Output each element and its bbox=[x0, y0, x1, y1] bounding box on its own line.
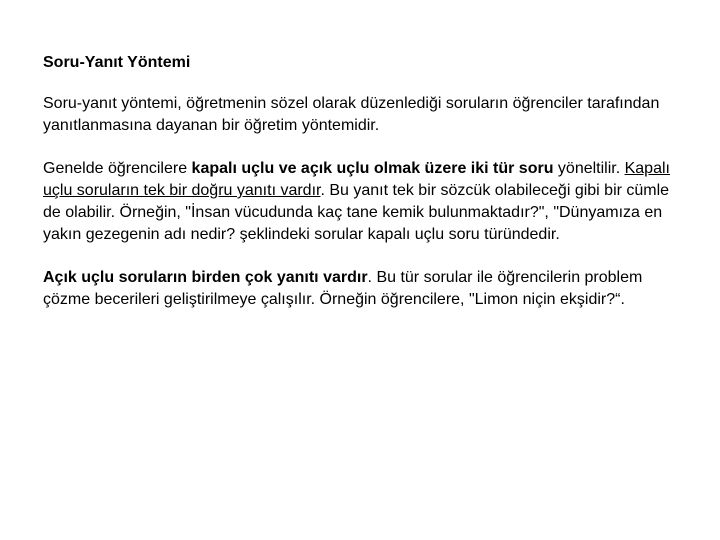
bold-phrase: kapalı uçlu ve açık uçlu olmak üzere iki tür soru bbox=[191, 160, 554, 177]
paragraph-text: yöneltilir. bbox=[553, 160, 625, 177]
paragraph-text: . Bu yanıt tek bir sözcük olabileceği gibi bir cümle de olabilir. Örneğin, "İnsan vücudunda kaç tane kemik bulunmaktadır?", "Dünyamıza en yakın gezegenin adı nedir? şeklindeki sorular kapalı uçlu soru türündedir. bbox=[43, 182, 670, 243]
paragraph-definition: Soru-yanıt yöntemi, öğretmenin sözel olarak düzenlediği soruların öğrenciler tarafından yanıtlanmasına dayanan bir öğretim yöntemidir. bbox=[43, 95, 660, 134]
slide-content bbox=[43, 52, 683, 332]
paragraph-open-questions bbox=[43, 267, 683, 311]
paragraph-text: . Bu tür sorular ile öğrencilerin problem çözme becerileri geliştirilmeye çalışılır. Örneğin öğrencilere, "Limon niçin ekşidir?“. bbox=[43, 269, 643, 308]
underlined-phrase: Kapalı uçlu soruların tek bir doğru yanıtı vardır bbox=[43, 160, 670, 199]
paragraph-text: Genelde öğrencilere bbox=[43, 160, 192, 177]
bold-phrase: Açık uçlu soruların birden çok yanıtı vardır bbox=[43, 269, 368, 286]
paragraph-closed-questions bbox=[43, 158, 683, 246]
slide-title: Soru-Yanıt Yöntemi bbox=[43, 54, 191, 71]
